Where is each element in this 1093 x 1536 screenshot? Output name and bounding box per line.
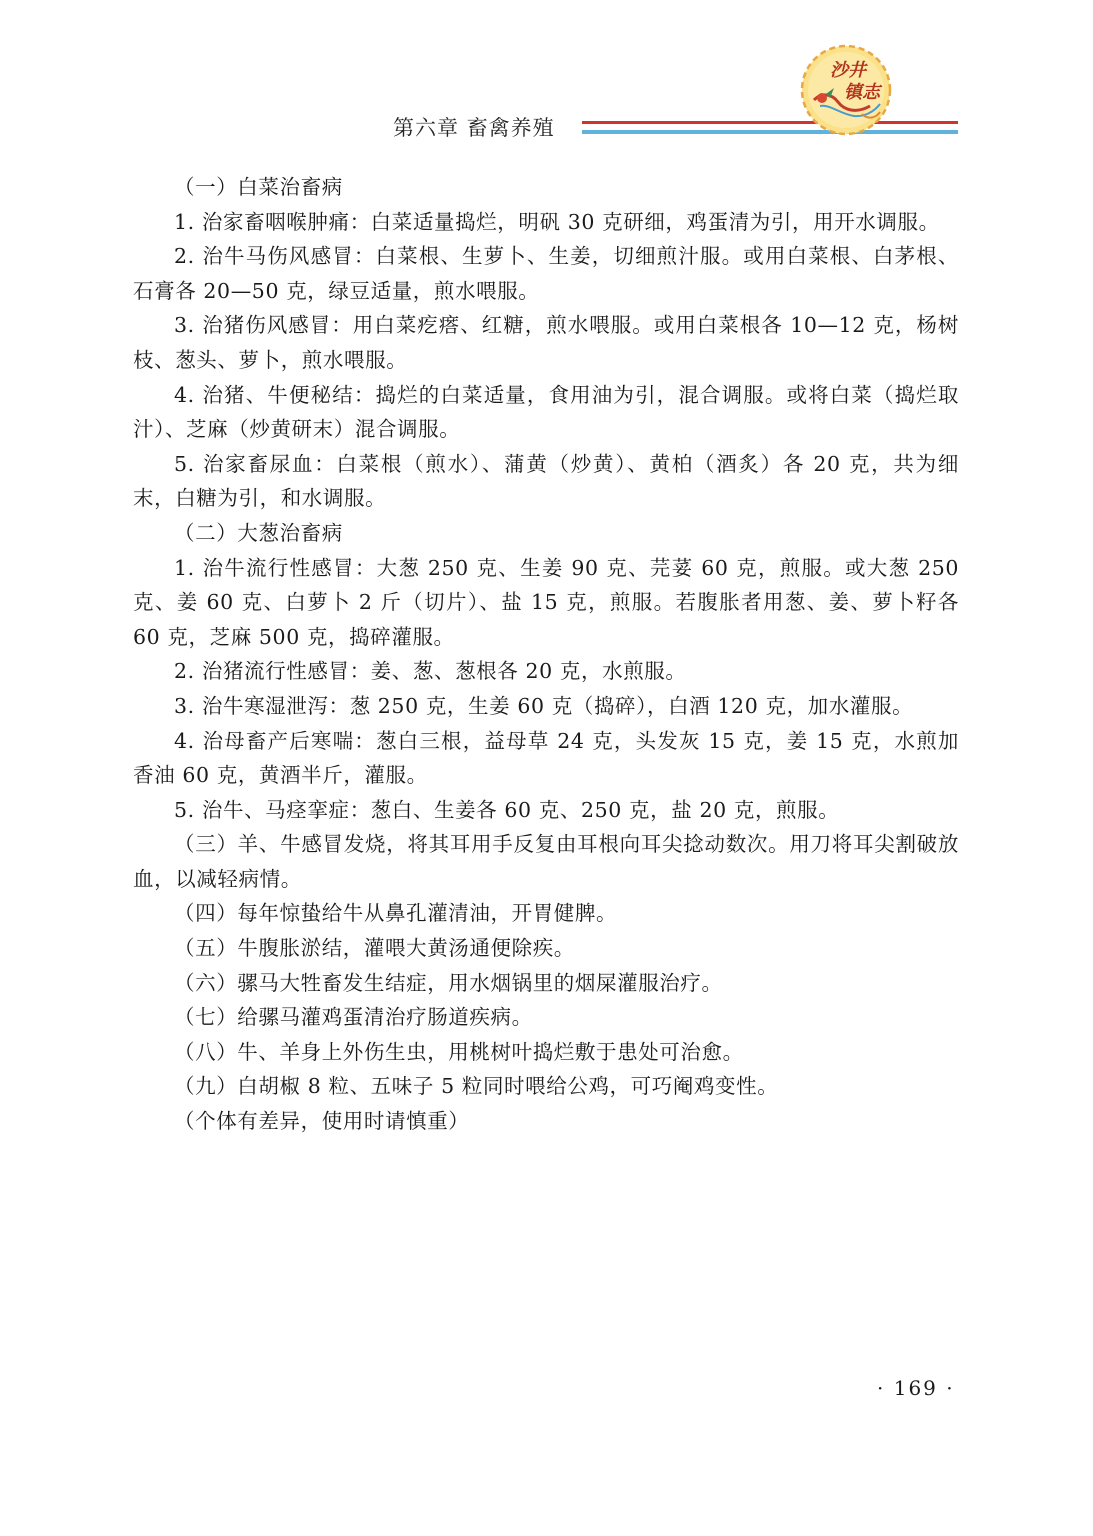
seal-text-line1: 沙井: [830, 60, 866, 81]
paragraph: （八）牛、羊身上外伤生虫，用桃树叶捣烂敷于患处可治愈。: [174, 1039, 744, 1064]
paragraph: 2. 治猪流行性感冒：姜、葱、葱根各 20 克，水煎服。: [174, 659, 687, 684]
paragraph: 4. 治猪、牛便秘结：捣烂的白菜适量，食用油为引，混合调服。或将白菜（捣烂取汁）、芝麻（炒黄研末）混合调服。: [133, 382, 959, 442]
paragraph: 5. 治牛、马痉挛症：葱白、生姜各 60 克、250 克，盐 20 克，煎服。: [174, 797, 840, 822]
paragraph: 3. 治牛寒湿泄泻：葱 250 克，生姜 60 克（捣碎），白酒 120 克，加水灌服。: [174, 693, 914, 718]
paragraph: （三）羊、牛感冒发烧，将其耳用手反复由耳根向耳尖捻动数次。用刀将耳尖割破放血，以减轻病情。: [133, 832, 959, 891]
disclaimer-note: （个体有差异，使用时请慎重）: [174, 1109, 470, 1134]
paragraph: 3. 治猪伤风感冒：用白菜疙瘩、红糖，煎水喂服。或用白菜根各 10—12 克，杨树枝、葱头、萝卜，煎水喂服。: [133, 313, 959, 372]
section-heading-scallion: （二）大葱治畜病: [174, 520, 343, 545]
paragraph: （九）白胡椒 8 粒、五味子 5 粒同时喂给公鸡，可巧阉鸡变性。: [174, 1074, 779, 1099]
paragraph: （五）牛腹胀淤结，灌喂大黄汤通便除疾。: [174, 936, 575, 961]
header-rule-red: [582, 121, 958, 124]
paragraph: 1. 治牛流行性感冒：大葱 250 克、生姜 90 克、芫荽 60 克，煎服。或大葱 250 克、姜 60 克、白萝卜 2 斤（切片）、盐 15 克，煎服。若腹胀者用葱、姜、萝卜籽各 60 克，芝麻 500 克，捣碎灌服。: [133, 555, 959, 649]
section-heading-cabbage: （一）白菜治畜病: [174, 175, 343, 199]
paragraph: （六）骡马大牲畜发生结症，用水烟锅里的烟屎灌服治疗。: [174, 970, 723, 995]
chapter-title: 第六章 畜禽养殖: [393, 116, 555, 140]
seal-text-line2: 镇志: [844, 82, 880, 103]
paragraph: （四）每年惊蛰给牛从鼻孔灌清油，开胃健脾。: [174, 901, 618, 926]
body-text: [133, 170, 959, 1139]
paragraph: 2. 治牛马伤风感冒：白菜根、生萝卜、生姜，切细煎汁服。或用白菜根、白茅根、石膏各 20—50 克，绿豆适量，煎水喂服。: [133, 244, 959, 303]
page-header: [0, 0, 1093, 160]
paragraph: 4. 治母畜产后寒喘：葱白三根，益母草 24 克，头发灰 15 克，姜 15 克，水煎加香油 60 克，黄酒半斤，灌服。: [133, 728, 959, 788]
header-rule-blue: [582, 130, 958, 134]
paragraph: （七）给骡马灌鸡蛋清治疗肠道疾病。: [174, 1005, 533, 1030]
paragraph: 1. 治家畜咽喉肿痛：白菜适量捣烂，明矾 30 克研细，鸡蛋清为引，用开水调服。: [174, 209, 940, 234]
town-annals-seal-logo: [800, 44, 892, 136]
page-number: · 169 ·: [877, 1376, 955, 1400]
paragraph: 5. 治家畜尿血：白菜根（煎水）、蒲黄（炒黄）、黄柏（酒炙）各 20 克，共为细末，白糖为引，和水调服。: [133, 451, 959, 511]
